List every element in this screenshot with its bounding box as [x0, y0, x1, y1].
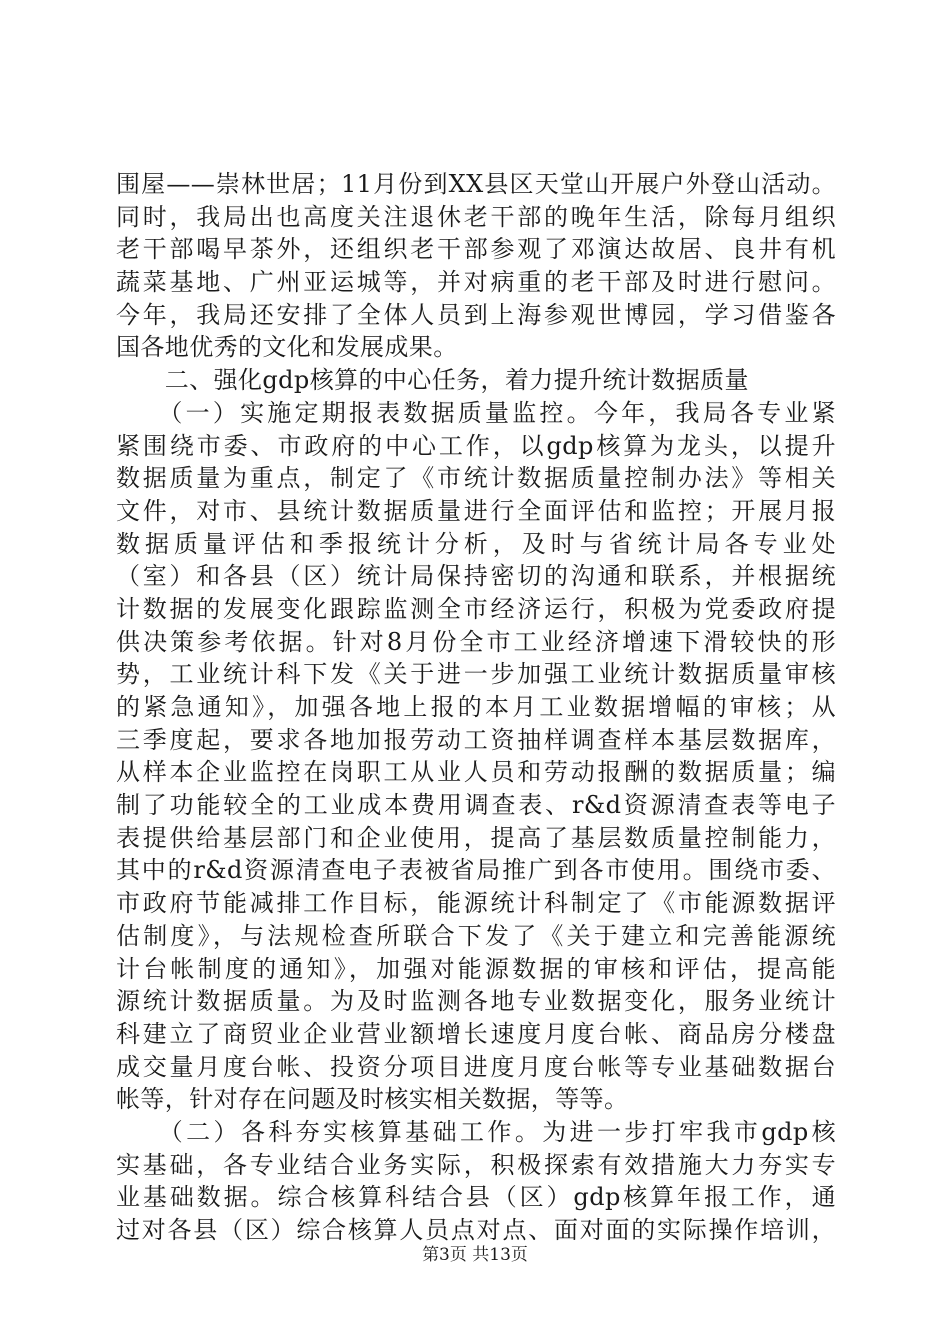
text-line: （一）实施定期报表数据质量监控。今年，我局各专业紧 — [116, 398, 836, 427]
text-line: 今年，我局还安排了全体人员到上海参观世博园，学习借鉴各 — [116, 300, 836, 329]
text-line: 计台帐制度的通知》，加强对能源数据的审核和评估，提高能 — [116, 954, 836, 983]
text-line: 制了功能较全的工业成本费用调查表、r&d资源清查表等电子 — [116, 791, 836, 820]
text-line: 成交量月度台帐、投资分项目进度月度台帐等专业基础数据台 — [116, 1052, 836, 1081]
page-number-footer: 第3页 共13页 — [422, 1245, 528, 1265]
text-line: 同时，我局出也高度关注退休老干部的晚年生活，除每月组织 — [116, 202, 836, 231]
text-line: 的紧急通知》，加强各地上报的本月工业数据增幅的审核；从 — [116, 693, 836, 721]
text-line: 帐等，针对存在问题及时核实相关数据，等等。 — [116, 1085, 629, 1114]
text-line: 数据质量评估和季报统计分析，及时与省统计局各专业处 — [116, 529, 836, 558]
text-line: 围屋——崇林世居；11月份到XX县区天堂山开展户外登山活动。 — [116, 170, 836, 198]
body-text — [116, 168, 836, 1247]
text-line: 科建立了商贸业企业营业额增长速度月度台帐、商品房分楼盘 — [116, 1019, 836, 1048]
text-line: 老干部喝早茶外，还组织老干部参观了邓演达故居、良井有机 — [116, 235, 836, 264]
text-line: 国各地优秀的文化和发展成果。 — [116, 333, 458, 362]
text-line: 源统计数据质量。为及时监测各地专业数据变化，服务业统计 — [116, 987, 836, 1016]
text-line: 实基础，各专业结合业务实际，积极探索有效措施大力夯实专 — [116, 1150, 836, 1179]
text-line: 表提供给基层部门和企业使用，提高了基层数质量控制能力， — [116, 823, 836, 852]
text-line: 供决策参考依据。针对8月份全市工业经济增速下滑较快的形 — [116, 627, 836, 656]
text-line: 紧围绕市委、市政府的中心工作，以gdp核算为龙头，以提升 — [116, 431, 836, 460]
text-line: 其中的r&d资源清查电子表被省局推广到各市使用。围绕市委、 — [116, 856, 836, 885]
text-line: （二）各科夯实核算基础工作。为进一步打牢我市gdp核 — [116, 1117, 836, 1146]
text-line: （室）和各县（区）统计局保持密切的沟通和联系，并根据统 — [116, 562, 836, 591]
text-line: 数据质量为重点，制定了《市统计数据质量控制办法》等相关 — [116, 464, 836, 493]
text-line: 估制度》，与法规检查所联合下发了《关于建立和完善能源统 — [116, 921, 836, 950]
text-line: 势，工业统计科下发《关于进一步加强工业统计数据质量审核 — [116, 660, 836, 689]
text-line: 计数据的发展变化跟踪监测全市经济运行，积极为党委政府提 — [116, 594, 836, 623]
text-line: 过对各县（区）综合核算人员点对点、面对面的实际操作培训， — [116, 1216, 836, 1244]
text-line: 从样本企业监控在岗职工从业人员和劳动报酬的数据质量；编 — [116, 758, 836, 787]
text-line: 业基础数据。综合核算科结合县（区）gdp核算年报工作，通 — [116, 1183, 836, 1212]
text-line: 三季度起，要求各地加报劳动工资抽样调查样本基层数据库， — [116, 725, 836, 754]
section-heading: 二、强化gdp核算的中心任务，着力提升统计数据质量 — [116, 366, 749, 395]
text-line: 蔬菜基地、广州亚运城等，并对病重的老干部及时进行慰问。 — [116, 268, 836, 297]
text-line: 文件，对市、县统计数据质量进行全面评估和监控；开展月报 — [116, 496, 836, 525]
text-line: 市政府节能减排工作目标，能源统计科制定了《市能源数据评 — [116, 889, 836, 918]
